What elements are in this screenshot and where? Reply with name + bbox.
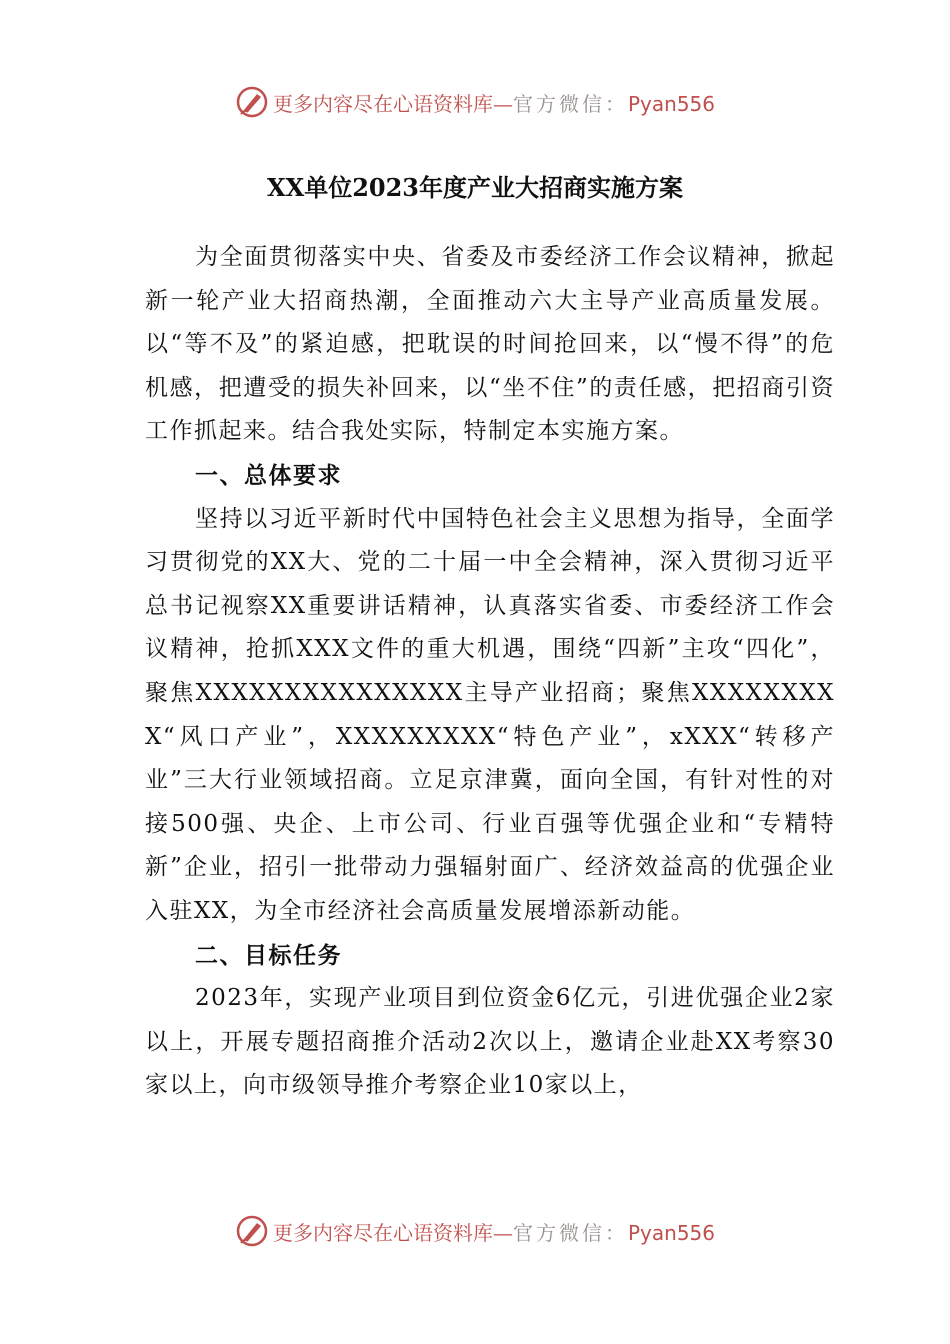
watermark-banner-bottom [0, 1211, 950, 1251]
document-body [145, 236, 835, 1108]
section-body-goals-tasks: 2023年，实现产业项目到位资金6亿元，引进优强企业2家以上，开展专题招商推介活动2次以上，邀请企业赴XX考察30家以上，向市级领导推介考察企业10家以上， [145, 985, 835, 1099]
watermark-dash: — [492, 91, 513, 116]
document-title: XX单位2023年度产业大招商实施方案 [266, 173, 684, 202]
watermark-banner-top [0, 82, 950, 122]
pen-circle-logo-icon [235, 1214, 269, 1248]
watermark-official-text: 官方微信： [512, 1220, 628, 1245]
intro-paragraph: 为全面贯彻落实中央、省委及市委经济工作会议精神，掀起新一轮产业大招商热潮，全面推动六大主导产业高质量发展。以“等不及”的紧迫感，把耽误的时间抢回来，以“慢不得”的危机感，把遭受的损失补回来，以“坐不住”的责任感，把招商引资工作抓起来。结合我处实际，特制定本实施方案。 [145, 244, 835, 445]
watermark-wechat-id: Pyan556 [627, 91, 715, 116]
watermark-dash: — [492, 1220, 513, 1245]
section-heading-goals-tasks: 二、目标任务 [195, 941, 342, 969]
watermark-site-text: 更多内容尽在心语资料库 [272, 1220, 493, 1245]
section-body-general-requirements: 坚持以习近平新时代中国特色社会主义思想为指导，全面学习贯彻党的XX大、党的二十届一中全会精神，深入贯彻习近平总书记视察XX重要讲话精神，认真落实省委、市委经济工作会议精神，抢抓XXX文件的重大机遇，围绕“四新”主攻“四化”，聚焦XXXXXXXXXXXXXXX主导产业招商；聚焦XXXXXXXXX“风口产业”，XXXXXXXXX“特色产业”，xXXX“转移产业”三大行业领域招商。立足京津冀，面向全国，有针对性的对接500强、央企、上市公司、行业百强等优强企业和“专精特新”企业，招引一批带动力强辐射面广、经济效益高的优强企业入驻XX，为全市经济社会高质量发展增添新动能。 [145, 505, 835, 924]
watermark-wechat-id: Pyan556 [627, 1220, 715, 1245]
section-heading-general-requirements: 一、总体要求 [195, 461, 342, 489]
pen-circle-logo-icon [235, 85, 269, 119]
watermark-official-text: 官方微信： [512, 91, 628, 116]
watermark-site-text: 更多内容尽在心语资料库 [272, 91, 493, 116]
